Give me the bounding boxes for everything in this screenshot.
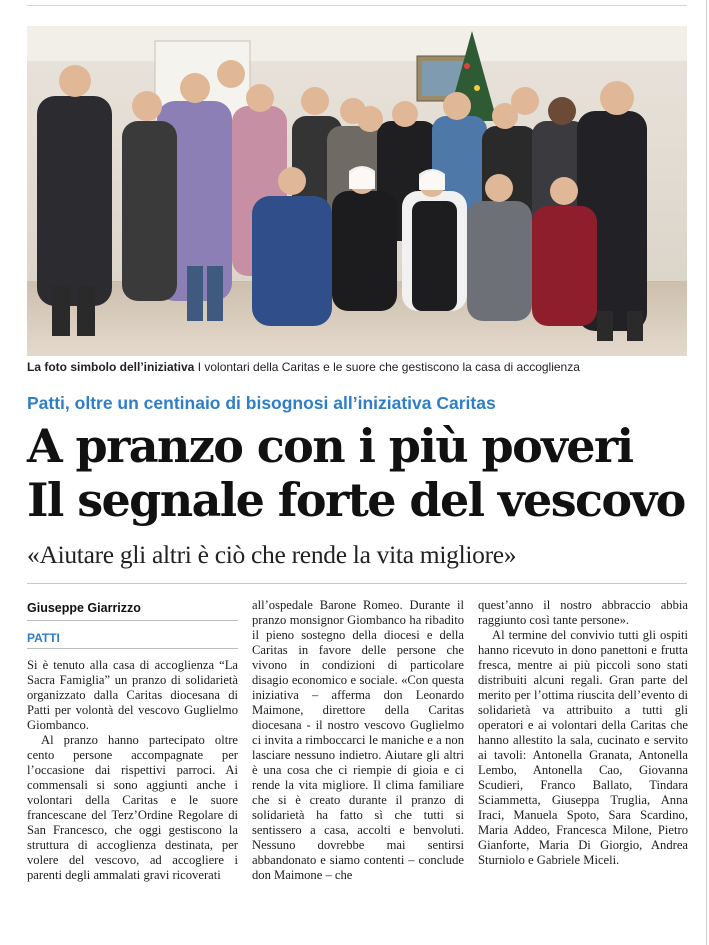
paragraph: Al pranzo hanno partecipato oltre cento persone accompagnate per l’occasione dai rispettivi parroci. Ai commensali si sono aggiunti anche i volontari della Caritas e le suore francescane del Terz’Ordine Regolare di San Francesco, che oggi gestiscono la struttura di accoglienza destinata, per volere del vescovo, ad accogliere i parenti degli ammalati gravi ricoverati <box>27 733 238 882</box>
dateline: PATTI <box>27 631 60 645</box>
headline-line-2: Il segnale forte del vescovo <box>27 473 685 527</box>
headline-line-1: A pranzo con i più poveri <box>27 419 633 473</box>
page-edge-rule <box>706 0 707 945</box>
headline <box>27 419 697 527</box>
paragraph: Si è tenuto alla casa di accoglienza “La Sacra Famiglia” un pranzo di solidarietà organizzato dalla Caritas diocesana di Patti per volontà del vescovo Guglielmo Giombanco. <box>27 658 238 732</box>
top-rule <box>27 5 687 6</box>
group-photo <box>27 26 687 356</box>
article-column-3 <box>478 598 688 868</box>
photo-caption <box>27 360 697 374</box>
paragraph: Al termine del convivio tutti gli ospiti hanno ricevuto in dono panettoni e frutta fresca, mentre ai più piccoli sono stati distribuiti alcuni regali. Gran parte del merito per l’ottima riuscita dell’evento di solidarietà va attribuito a tutti gli operatori e ai volontari della Caritas che hanno allestito la sala, cucinato e servito ai tavoli: Antonella Granata, Antonella Lembo, Antonella Cao, Giovanna Scudieri, Franco Ballato, Tindara Sciammetta, Giuseppa Truglia, Anna Iraci, Manuela Spoto, Sara Scardino, Maria Addeo, Francesca Milone, Pietro Gianforte, Maria Di Giorgio, Andrea Sturniolo e Gabriele Miceli. <box>478 628 688 867</box>
kicker: Patti, oltre un centinaio di bisognosi all’iniziativa Caritas <box>27 393 496 413</box>
byline-rule <box>27 620 238 621</box>
dateline-rule <box>27 648 238 649</box>
caption-text: I volontari della Caritas e le suore che gestiscono la casa di accoglienza <box>194 360 580 374</box>
article-column-2 <box>252 598 464 883</box>
article-column-1 <box>27 658 238 883</box>
subheadline: «Aiutare gli altri è ciò che rende la vita migliore» <box>27 540 517 569</box>
paragraph: quest’anno il nostro abbraccio abbia raggiunto così tante persone». <box>478 598 688 627</box>
paragraph: all’ospedale Barone Romeo. Durante il pranzo monsignor Giombanco ha ribadito il pieno sostegno della diocesi e della Caritas in favore delle persone che vivono in condizioni di particolare disagio economico e sociale. «Con questa iniziativa – afferma don Leonardo Maimone, direttore della Caritas diocesana - il nostro vescovo Guglielmo ci invita a rimboccarci le maniche e a non lasciare nessuno indietro. Aiutare gli altri è una cosa che ci riempie di gioia e ci rende la vita migliore. Il clima familiare che si è creato durante il pranzo di solidarietà ha fatto sì che tutti si sentissero a casa, accolti e benvoluti. Nessuno dovrebbe mai sentirsi abbandonato e siamo contenti – conclude don Maimone – che <box>252 598 464 882</box>
section-divider <box>27 583 687 584</box>
byline: Giuseppe Giarrizzo <box>27 601 141 615</box>
caption-title: La foto simbolo dell’iniziativa <box>27 360 195 374</box>
